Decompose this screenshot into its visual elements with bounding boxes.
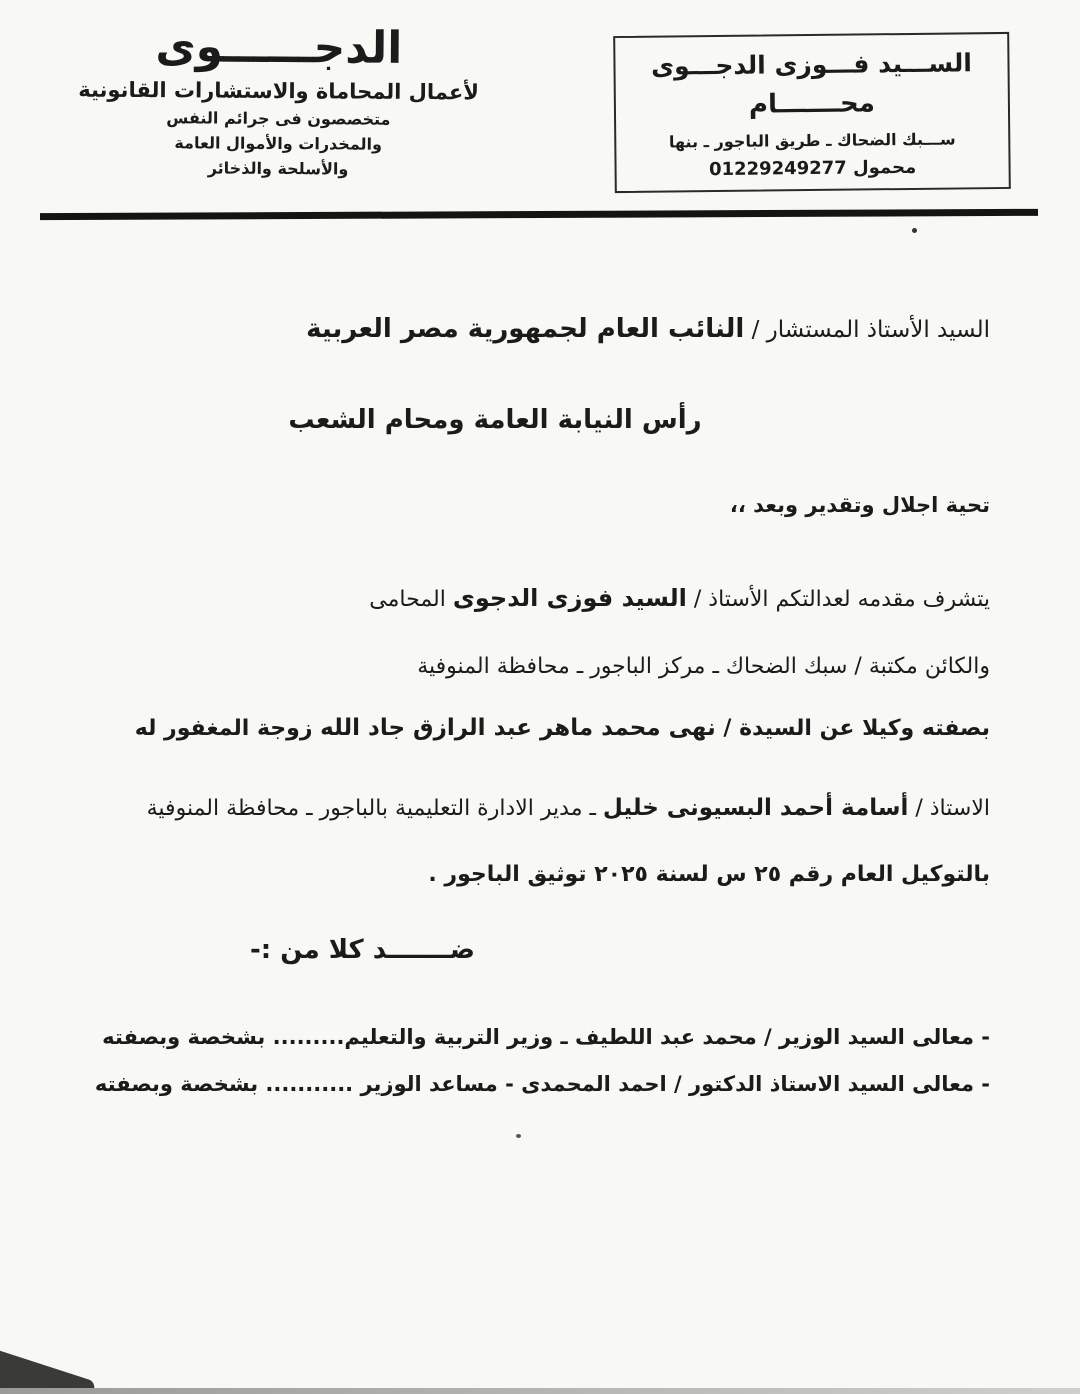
lawyer-phone [632,156,992,181]
phone-number: 01229249277 [708,157,847,181]
lawyer-title: محـــــــام [748,88,876,120]
p4-prefix: الاستاذ / [908,796,990,821]
salutation-line [60,310,990,349]
scan-artifact-dot [516,1134,521,1138]
defendant-item-2: - معالى السيد الاستاذ الدكتور / احمد المحمدى - مساعد الوزير ........... بشخصة وبصفته [94,1072,990,1096]
firm-subtitle: لأعمال المحاماة والاستشارات القانونية [78,77,479,105]
letter-body [0,218,1080,1101]
letterhead [0,0,1080,191]
paragraph-power-of-attorney: بالتوكيل العام رقم ٢٥ س لسنة ٢٠٢٥ توثيق الباجور . [428,861,990,887]
firm-specialty-2: والمخدرات والأموال العامة [174,133,383,154]
firm-title: الدجــــــوى [155,21,403,74]
paragraph-introduction [60,580,990,616]
salutation-prefix: السيد الأستاذ المستشار / [744,317,990,343]
scan-artifact-dot [912,228,917,233]
p1-lawyer-name: السيد فوزى الدجوى [452,583,687,612]
p4-deceased-name: أسامة أحمد البسيونى خليل [602,795,909,821]
firm-specialty-1: متخصصون فى جرائم النفس [166,108,391,129]
paragraph-client [60,711,990,746]
scan-artifact-corner-smudge [0,1345,96,1394]
firm-header [59,20,497,182]
lawyer-address: ســـبك الضحاك ـ طريق الباجور ـ بنها [668,129,956,152]
lawyer-contact-box [613,32,1011,193]
phone-label: محمول [852,156,917,179]
p3-client-name: نهى محمد ماهر عبد الرازق جاد الله [320,714,716,741]
paragraph-deceased [60,791,990,826]
p3-prefix: بصفته وكيلا عن السيدة / [715,715,990,741]
p3-suffix: زوجة المغفور له [134,715,321,741]
versus-heading: ضـــــــد كلا من :- [250,934,476,965]
scan-page-bottom-edge [0,1388,1080,1394]
p1-prefix: يتشرف مقدمه لعدالتكم الأستاذ / [686,586,990,612]
salutation-addressee: النائب العام لجمهورية مصر العربية [306,314,745,344]
paragraph-office-address: والكائن مكتبة / سبك الضحاك ـ مركز الباجور ـ محافظة المنوفية [417,653,990,679]
greeting-line: تحية اجلال وتقدير وبعد ،، [729,493,990,517]
firm-specialty-3: والأسلحة والذخائر [207,158,349,179]
lawyer-name: الســـيد فـــوزى الدجـــوى [650,48,972,81]
p1-suffix: المحامى [369,586,453,612]
defendant-item-1: - معالى السيد الوزير / محمد عبد اللطيف ـ وزير التربية والتعليم......... بشخصة وبصفته [102,1024,990,1049]
addressee-subtitle: رأس النيابة العامة ومحام الشعب [288,405,702,435]
p4-suffix: ـ مدير الادارة التعليمية بالباجور ـ محافظة المنوفية [146,796,603,821]
